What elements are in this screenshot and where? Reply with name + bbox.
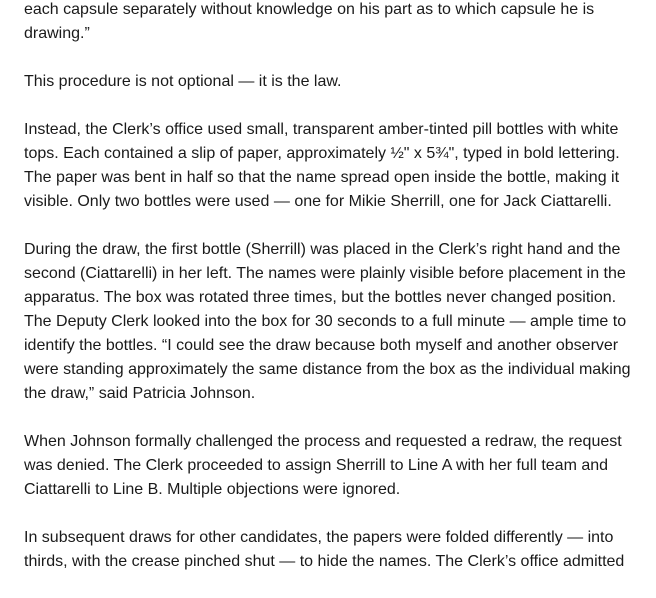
paragraph-subsequent-draws: In subsequent draws for other candidates, the papers were folded differently — into thirds, with the crease pinched shut — to hide the names. The Clerk’s office admitted: [24, 529, 625, 570]
paragraph-capsule-quote: each capsule separately without knowledge on his part as to which capsule he is drawing.”: [24, 1, 595, 42]
paragraph-procedure-law: This procedure is not optional — it is the law.: [24, 73, 342, 90]
article-body: [24, 0, 646, 598]
paragraph-pill-bottles: Instead, the Clerk’s office used small, transparent amber-tinted pill bottles with white tops. Each contained a slip of paper, approximately ½" x 5¾", typed in bold lettering. The paper was bent in half so that the name spread open inside the bottle, making it visible. Only two bottles were used — one for Mikie Sherrill, one for Jack Ciattarelli.: [24, 121, 620, 210]
paragraph-during-draw: During the draw, the first bottle (Sherrill) was placed in the Clerk’s right hand and the second (Ciattarelli) in her left. The names were plainly visible before placement in the apparatus. The box was rotated three times, but the bottles never changed position. The Deputy Clerk looked into the box for 30 seconds to a full minute — ample time to identify the bottles. “I could see the draw because both myself and another observer were standing approximately the same distance from the box as the individual making the draw,” said Patricia Johnson.: [24, 241, 631, 402]
paragraph-challenge: When Johnson formally challenged the process and requested a redraw, the request was denied. The Clerk proceeded to assign Sherrill to Line A with her full team and Ciattarelli to Line B. Multiple objections were ignored.: [24, 433, 622, 498]
